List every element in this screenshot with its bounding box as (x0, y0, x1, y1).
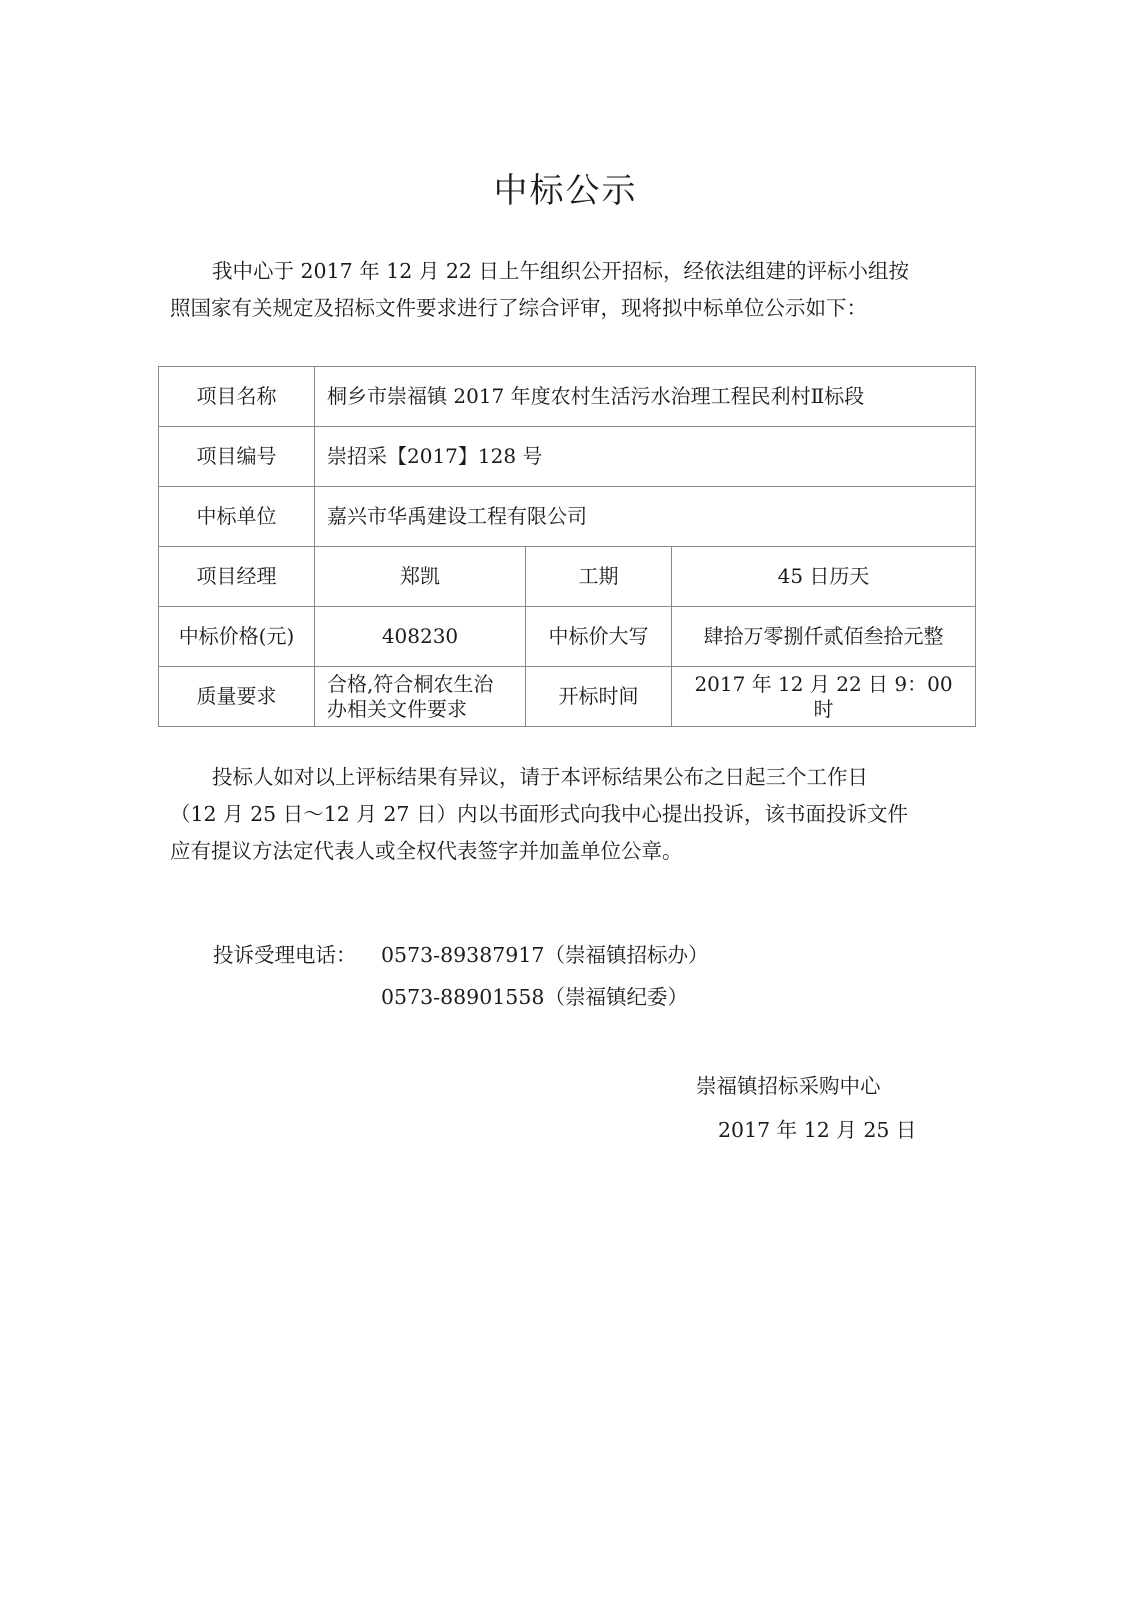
phone-row-1 (213, 934, 708, 976)
complaint-phone-1: 0573-89387917（崇福镇招标办） (381, 943, 709, 967)
document-title: 中标公示 (493, 170, 638, 211)
duration-label: 工期 (526, 547, 672, 607)
signature-org: 崇福镇招标采购中心 (696, 1074, 881, 1098)
price-label: 中标价格(元) (159, 607, 315, 667)
complaint-notice-paragraph (170, 759, 960, 870)
notice-line-1: 投标人如对以上评标结果有异议，请于本评标结果公布之日起三个工作日 (212, 765, 868, 789)
winner-value: 嘉兴市华禹建设工程有限公司 (315, 487, 976, 547)
notice-line-2: （12 月 25 日～12 月 27 日）内以书面形式向我中心提出投诉，该书面投诉文件 (170, 802, 908, 826)
project-no-value: 崇招采【2017】128 号 (315, 427, 976, 487)
intro-line-2: 照国家有关规定及招标文件要求进行了综合评审，现将拟中标单位公示如下： (170, 296, 867, 320)
quality-value: 合格,符合桐农生治办相关文件要求 (315, 667, 526, 727)
table-row (159, 607, 976, 667)
project-no-label: 项目编号 (159, 427, 315, 487)
complaint-phone-2: 0573-88901558（崇福镇纪委） (381, 985, 688, 1009)
project-name-label: 项目名称 (159, 367, 315, 427)
signature-date: 2017 年 12 月 25 日 (718, 1118, 917, 1142)
duration-value: 45 日历天 (672, 547, 976, 607)
manager-label: 项目经理 (159, 547, 315, 607)
intro-line-1: 我中心于 2017 年 12 月 22 日上午组织公开招标，经依法组建的评标小组按 (212, 259, 909, 283)
notice-line-3: 应有提议方法定代表人或全权代表签字并加盖单位公章。 (170, 839, 683, 863)
price-value: 408230 (315, 607, 526, 667)
complaint-phones (213, 934, 708, 1018)
complaint-phone-label: 投诉受理电话： (213, 943, 357, 967)
table-row (159, 667, 976, 727)
bid-result-table (158, 366, 976, 727)
price-upper-value: 肆拾万零捌仟贰佰叁拾元整 (672, 607, 976, 667)
manager-value: 郑凯 (315, 547, 526, 607)
signature-block (696, 1064, 916, 1152)
opening-label: 开标时间 (526, 667, 672, 727)
table-row (159, 427, 976, 487)
table-row (159, 487, 976, 547)
quality-label: 质量要求 (159, 667, 315, 727)
phone-row-2 (213, 976, 708, 1018)
table-row (159, 367, 976, 427)
project-name-value: 桐乡市崇福镇 2017 年度农村生活污水治理工程民利村Ⅱ标段 (315, 367, 976, 427)
intro-paragraph (170, 253, 960, 327)
table-row (159, 547, 976, 607)
winner-label: 中标单位 (159, 487, 315, 547)
price-upper-label: 中标价大写 (526, 607, 672, 667)
opening-value: 2017 年 12 月 22 日 9：00 时 (672, 667, 976, 727)
